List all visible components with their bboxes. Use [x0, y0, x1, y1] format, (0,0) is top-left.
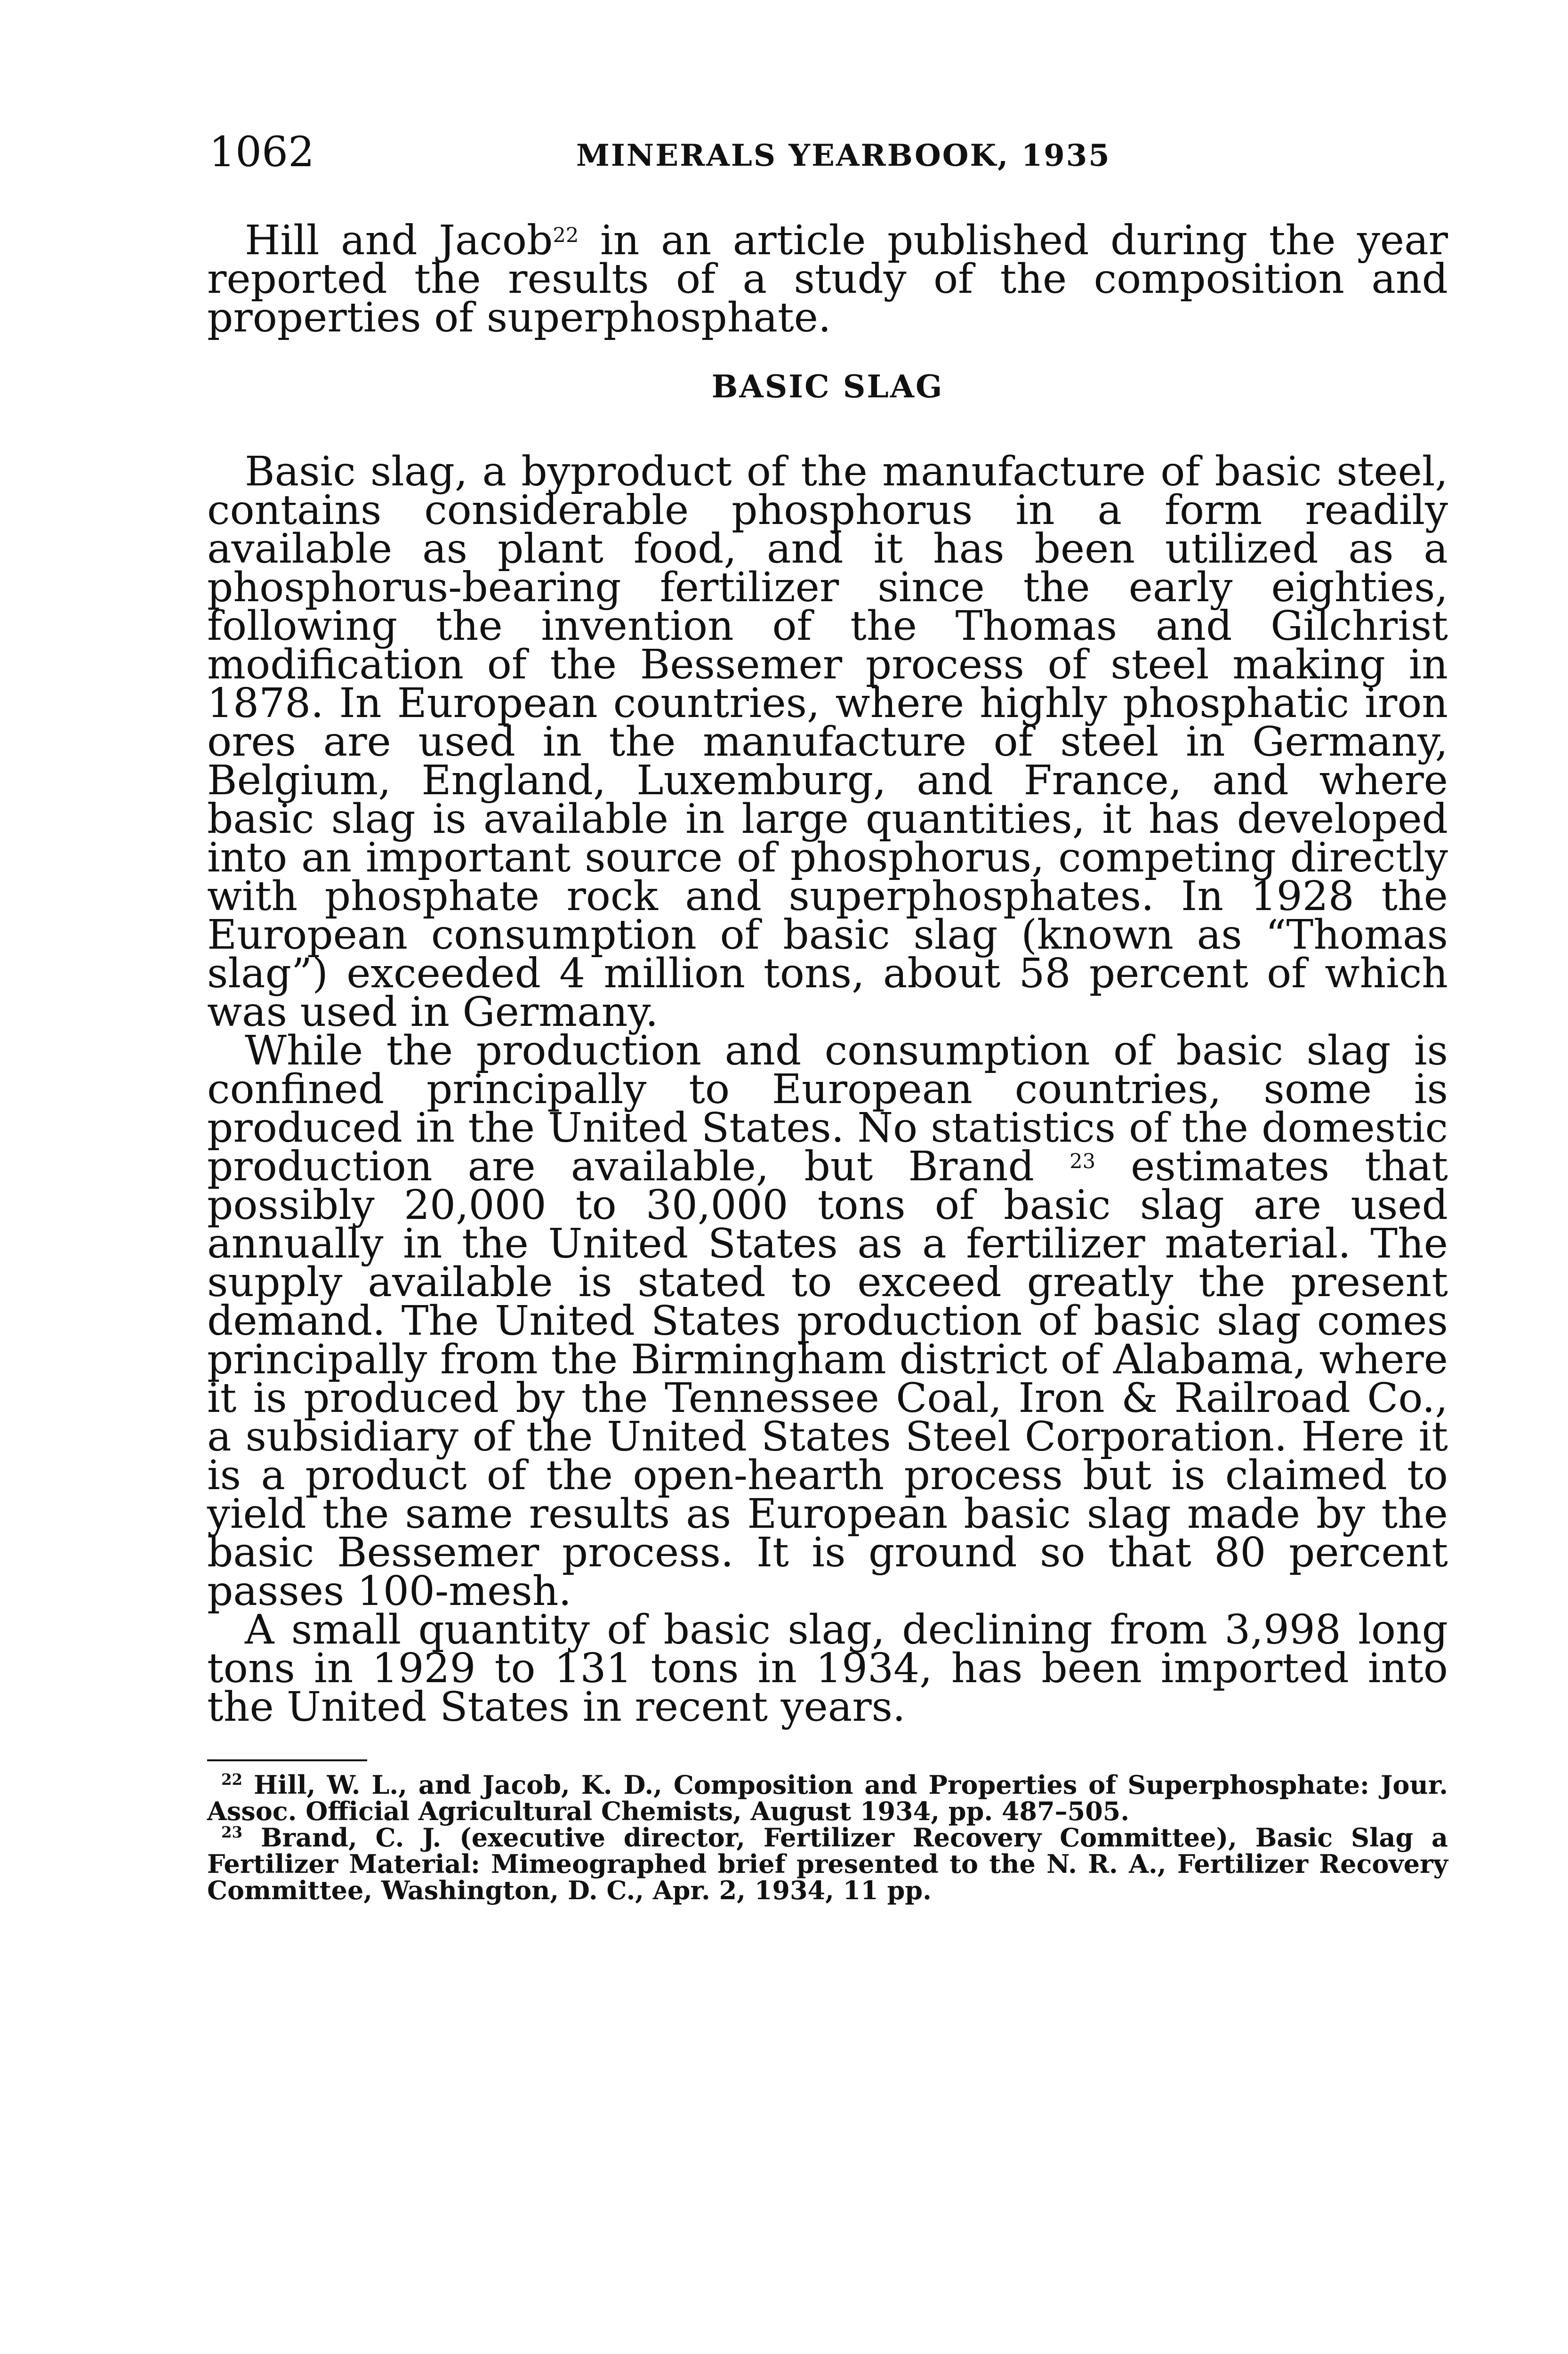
footnote-reference-23: 23: [1069, 1150, 1096, 1174]
footnote-text: Hill, W. L., and Jacob, K. D., Composition and Properties of Superphosphate: Jour. Assoc. Official Agricultural Chemists, August 1934, pp. 487–505.: [207, 1770, 1448, 1826]
paragraph-text: Basic slag, a byproduct of the manufacture of basic steel, contains considerable phosphorus in a form readily available as plant food, and it has been utilized as a phosphorus-bearing fertilizer since the early eighties, following the invention of the Thomas and Gilchrist modification of the Bessemer process of steel making in 1878. In European countries, where highly phosphatic iron ores are used in the manufacture of steel in Germany, Belgium, England, Luxemburg, and France, and where basic slag is available in large quantities, it has developed into an important source of phosphorus, competing directly with phosphate rock and superphosphates. In 1928 the European consumption of basic slag (known as “Thomas slag”) exceeded 4 million tons, about 58 percent of which was used in Germany.: [207, 448, 1448, 1036]
footnote-23: [207, 1824, 1448, 1903]
footnote-divider: [207, 1759, 367, 1761]
footnote-marker: 23: [221, 1823, 243, 1841]
paragraph-us-production: [207, 1027, 1448, 1615]
page-number: 1062: [209, 128, 314, 176]
paragraph-text: A small quantity of basic slag, declining from 3,998 long tons in 1929 to 131 tons in 1934, has been imported into the United States in recent years.: [207, 1606, 1448, 1731]
body-text: [207, 217, 1448, 1905]
footnote-22: [207, 1772, 1448, 1824]
paragraph-lead: While the production and consumption of basic slag is confined principally to European countries, some is produced in the United States. No statistics of the domestic production are available, but Brand: [207, 1027, 1448, 1190]
footnote-reference-22: 22: [553, 224, 579, 248]
paragraph-lead: Hill and Jacob: [245, 217, 553, 264]
paragraph-text: estimates that possibly 20,000 to 30,000 tons of basic slag are used annually in the United States as a fertilizer material. The supply available is stated to exceed greatly the present demand. The United States production of basic slag comes principally from the Birmingham district of Alabama, where it is produced by the Tennessee Coal, Iron & Railroad Co., a subsidiary of the United States Steel Corporation. Here it is a product of the open-hearth process but is claimed to yield the same results as European basic slag made by the basic Bessemer process. It is ground so that 80 percent passes 100-mesh.: [207, 1143, 1448, 1615]
footnote-text: Brand, C. J. (executive director, Fertilizer Recovery Committee), Basic Slag a Fertilizer Material: Mimeographed brief presented to the N. R. A., Fertilizer Recovery Committee, Washington, D. C., Apr. 2, 1934, 11 pp.: [207, 1822, 1448, 1905]
section-heading: BASIC SLAG: [711, 368, 944, 405]
footnote-marker: 22: [221, 1770, 243, 1789]
paragraph-text: in an article published during the year reported the results of a study of the composition and properties of superphosphate.: [207, 217, 1448, 341]
paragraph-imports: [207, 1606, 1448, 1731]
running-title: MINERALS YEARBOOK, 1935: [576, 138, 1111, 173]
running-head: [209, 126, 1447, 183]
paragraph-superphosphate-study: [207, 217, 1448, 341]
paragraph-basic-slag-intro: [207, 448, 1448, 1036]
